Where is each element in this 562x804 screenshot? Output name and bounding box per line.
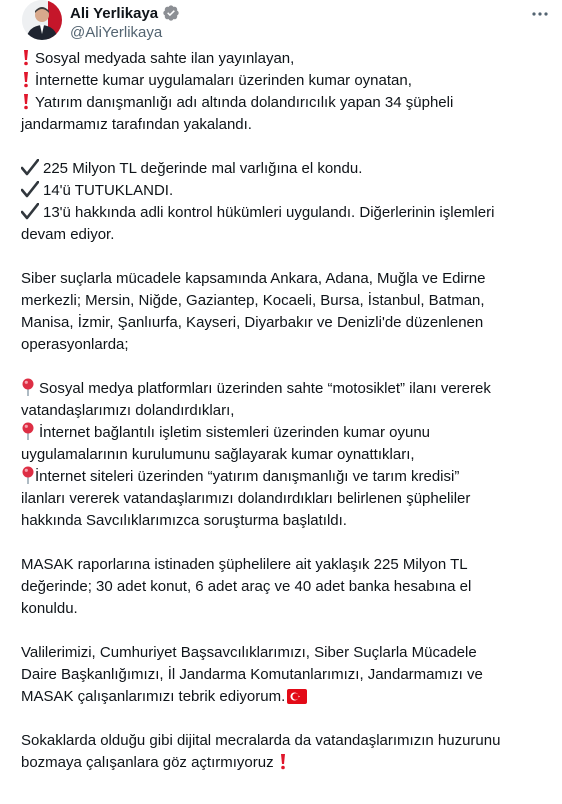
line-text: İnternet siteleri üzerinden “yatırım danışmanlığı ve tarım kredisi” bbox=[35, 468, 460, 485]
paragraph-arrests bbox=[21, 48, 551, 136]
paragraph-findings bbox=[21, 378, 551, 532]
line-text: İnternette kumar uygulamaları üzerinden kumar oynatan, bbox=[35, 72, 412, 89]
text-line: vatandaşlarımızı dolandırdıkları, bbox=[21, 402, 235, 419]
avatar[interactable] bbox=[22, 0, 62, 40]
text-line bbox=[21, 158, 551, 180]
red-exclamation-icon bbox=[21, 49, 31, 66]
paragraph-results bbox=[21, 158, 551, 246]
text-line: jandarmamız tarafından yakalandı. bbox=[21, 116, 252, 133]
turkey-flag-icon bbox=[287, 689, 307, 704]
text-line: Siber suçlarla mücadele kapsamında Ankara, Adana, Muğla ve Edirne bbox=[21, 270, 486, 287]
text-line: ilanları vererek vatandaşlarımızı dolandırdıkları belirlenen şüpheliler bbox=[21, 490, 471, 507]
text-line: merkezli; Mersin, Niğde, Gaziantep, Kocaeli, Bursa, İstanbul, Batman, bbox=[21, 292, 485, 309]
red-exclamation-icon bbox=[278, 753, 288, 770]
paragraph-closing bbox=[21, 730, 551, 774]
line-text: Yatırım danışmanlığı adı altında dolandırıcılık yapan 34 şüpheli bbox=[35, 94, 454, 111]
text-line bbox=[21, 48, 551, 70]
text-line bbox=[21, 180, 551, 202]
text-line: hakkında Savcılıklarımızca soruşturma başlatıldı. bbox=[21, 512, 347, 529]
tweet-text bbox=[21, 48, 551, 774]
line-text: bozmaya çalışanlara göz açtırmıyoruz bbox=[21, 754, 274, 771]
text-line bbox=[21, 378, 551, 400]
author-name[interactable]: Ali Yerlikaya bbox=[70, 4, 159, 22]
tweet-header bbox=[22, 0, 552, 48]
line-text: İnternet bağlantılı işletim sistemleri üzerinden kumar oyunu bbox=[39, 424, 431, 441]
verified-badge-icon bbox=[162, 4, 180, 22]
text-line bbox=[21, 422, 551, 444]
check-mark-icon bbox=[21, 203, 39, 220]
check-mark-icon bbox=[21, 181, 39, 198]
text-line bbox=[21, 686, 551, 708]
line-text: 13'ü hakkında adli kontrol hükümleri uygulandı. Diğerlerinin işlemleri bbox=[43, 204, 495, 221]
text-line: konuldu. bbox=[21, 600, 78, 617]
text-line bbox=[21, 752, 551, 774]
text-line: Daire Başkanlığımızı, İl Jandarma Komutanlarımızı, Jandarmamızı ve bbox=[21, 666, 483, 683]
more-options-icon bbox=[530, 4, 550, 24]
text-line: devam ediyor. bbox=[21, 226, 115, 243]
line-text: 14'ü TUTUKLANDI. bbox=[43, 182, 174, 199]
paragraph-operations bbox=[21, 268, 551, 356]
text-line: Manisa, İzmir, Şanlıurfa, Kayseri, Diyarbakır ve Denizli'de düzenlenen bbox=[21, 314, 484, 331]
red-exclamation-icon bbox=[21, 93, 31, 110]
text-line bbox=[21, 92, 551, 114]
more-options-button[interactable] bbox=[528, 2, 552, 26]
line-text: 225 Milyon TL değerinde mal varlığına el kondu. bbox=[43, 160, 363, 177]
text-line bbox=[21, 466, 551, 488]
text-line: operasyonlarda; bbox=[21, 336, 129, 353]
text-line: Sokaklarda olduğu gibi dijital mecralarda da vatandaşlarımızın huzurunu bbox=[21, 732, 501, 749]
round-pushpin-icon bbox=[21, 422, 35, 440]
text-line bbox=[21, 202, 551, 224]
line-text: Sosyal medyada sahte ilan yayınlayan, bbox=[35, 50, 295, 67]
red-exclamation-icon bbox=[21, 71, 31, 88]
text-line: uygulamalarının kurulumunu sağlayarak kumar oynattıkları, bbox=[21, 446, 415, 463]
author-handle[interactable]: @AliYerlikaya bbox=[70, 24, 163, 41]
text-line: MASAK raporlarına istinaden şüphelilere ait yaklaşık 225 Milyon TL bbox=[21, 556, 468, 573]
line-text: Sosyal medya platformları üzerinden sahte “motosiklet” ilanı vererek bbox=[39, 380, 491, 397]
line-text: MASAK çalışanlarımızı tebrik ediyorum. bbox=[21, 688, 286, 705]
text-line bbox=[21, 70, 551, 92]
round-pushpin-icon bbox=[21, 378, 35, 396]
paragraph-congrats bbox=[21, 642, 551, 708]
round-pushpin-icon bbox=[21, 466, 35, 484]
text-line: Valilerimizi, Cumhuriyet Başsavcılıklarımızı, Siber Suçlarla Mücadele bbox=[21, 644, 477, 661]
check-mark-icon bbox=[21, 159, 39, 176]
paragraph-masak bbox=[21, 554, 551, 620]
text-line: değerinde; 30 adet konut, 6 adet araç ve 40 adet banka hesabına el bbox=[21, 578, 472, 595]
